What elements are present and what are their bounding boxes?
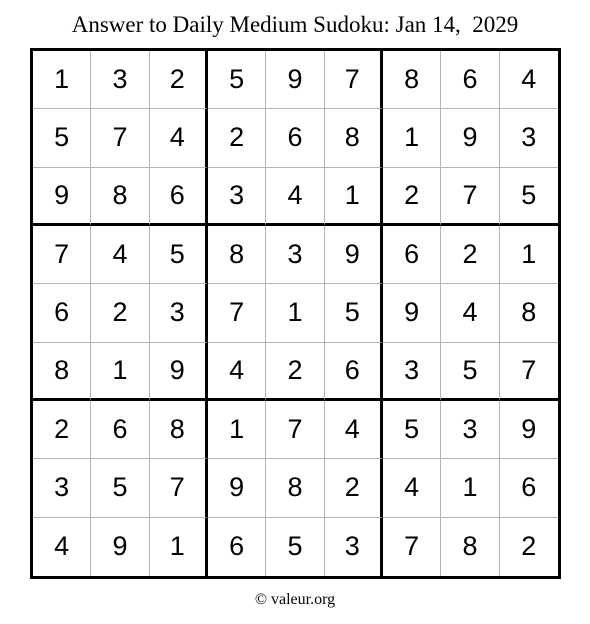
sudoku-cell-r5c5: 1: [266, 284, 324, 342]
sudoku-cell-r8c4: 9: [208, 459, 266, 517]
sudoku-cell-r3c9: 5: [500, 168, 558, 226]
sudoku-cell-r8c6: 2: [325, 459, 383, 517]
sudoku-cell-r3c1: 9: [33, 168, 91, 226]
sudoku-cell-r1c5: 9: [266, 51, 324, 109]
sudoku-cell-r5c6: 5: [325, 284, 383, 342]
sudoku-cell-r5c7: 9: [383, 284, 441, 342]
sudoku-cell-r4c5: 3: [266, 226, 324, 284]
sudoku-cell-r2c1: 5: [33, 109, 91, 167]
sudoku-cell-r2c9: 3: [500, 109, 558, 167]
sudoku-cell-r8c9: 6: [500, 459, 558, 517]
sudoku-cell-r7c3: 8: [150, 401, 208, 459]
sudoku-cell-r4c3: 5: [150, 226, 208, 284]
sudoku-cell-r9c1: 4: [33, 518, 91, 576]
sudoku-cell-r4c2: 4: [91, 226, 149, 284]
sudoku-cell-r6c1: 8: [33, 343, 91, 401]
sudoku-cell-r2c2: 7: [91, 109, 149, 167]
sudoku-cell-r3c5: 4: [266, 168, 324, 226]
sudoku-cell-r6c6: 6: [325, 343, 383, 401]
sudoku-cell-r2c8: 9: [441, 109, 499, 167]
page-title: Answer to Daily Medium Sudoku: Jan 14, 2029: [71, 12, 519, 37]
sudoku-cell-r9c2: 9: [91, 518, 149, 576]
sudoku-cell-r5c3: 3: [150, 284, 208, 342]
sudoku-cell-r6c4: 4: [208, 343, 266, 401]
sudoku-cell-r5c4: 7: [208, 284, 266, 342]
sudoku-cell-r7c1: 2: [33, 401, 91, 459]
sudoku-cell-r3c2: 8: [91, 168, 149, 226]
sudoku-cell-r9c9: 2: [521, 531, 537, 562]
sudoku-cell-r9c6: 3: [325, 518, 383, 576]
sudoku-cell-r1c1: 1: [33, 51, 91, 109]
sudoku-cell-r2c5: 6: [266, 109, 324, 167]
sudoku-cell-r6c7: 3: [383, 343, 441, 401]
sudoku-cell-r8c7: 4: [383, 459, 441, 517]
sudoku-cell-r6c2: 1: [91, 343, 149, 401]
sudoku-cell-r1c4: 5: [208, 51, 266, 109]
sudoku-cell-r9c8: 8: [441, 518, 499, 576]
sudoku-cell-r2c6: 8: [325, 109, 383, 167]
sudoku-cell-r6c8: 5: [441, 343, 499, 401]
sudoku-cell-r1c7: 8: [383, 51, 441, 109]
sudoku-cell-r9c5: 5: [266, 518, 324, 576]
sudoku-cell-r4c4: 8: [208, 226, 266, 284]
sudoku-cell-r8c3: 7: [150, 459, 208, 517]
sudoku-cell-r1c6: 7: [325, 51, 383, 109]
sudoku-cell-r6c5: 2: [266, 343, 324, 401]
sudoku-cell-r7c6: 4: [325, 401, 383, 459]
copyright-footer: © valeur.org: [254, 591, 336, 608]
sudoku-cell-r4c9: 1: [500, 226, 558, 284]
sudoku-cell-r8c5: 8: [266, 459, 324, 517]
sudoku-cell-r3c6: 1: [325, 168, 383, 226]
sudoku-cell-r1c3: 2: [150, 51, 208, 109]
sudoku-cell-r9c4: 6: [208, 518, 266, 576]
sudoku-cell-r5c1: 6: [33, 284, 91, 342]
sudoku-cell-r9c3: 1: [150, 518, 208, 576]
sudoku-cell-r7c5: 7: [266, 401, 324, 459]
sudoku-cell-r1c9: 4: [500, 51, 558, 109]
sudoku-cell-r9c7: 7: [383, 518, 441, 576]
sudoku-cell-r7c4: 1: [208, 401, 266, 459]
sudoku-cell-r3c3: 6: [150, 168, 208, 226]
sudoku-cell-r3c7: 2: [383, 168, 441, 226]
sudoku-cell-r7c2: 6: [91, 401, 149, 459]
sudoku-cell-r8c8: 1: [441, 459, 499, 517]
sudoku-cell-r7c9: 9: [500, 401, 558, 459]
sudoku-cell-r4c7: 6: [383, 226, 441, 284]
sudoku-cell-r2c7: 1: [383, 109, 441, 167]
sudoku-board: [30, 48, 561, 579]
sudoku-cell-r6c3: 9: [150, 343, 208, 401]
sudoku-cell-r6c9: 7: [500, 343, 558, 401]
sudoku-cell-r5c8: 4: [441, 284, 499, 342]
sudoku-cell-r7c8: 3: [441, 401, 499, 459]
sudoku-cell-r4c1: 7: [33, 226, 91, 284]
sudoku-cell-r1c8: 6: [441, 51, 499, 109]
sudoku-cell-r1c2: 3: [91, 51, 149, 109]
sudoku-cell-r5c2: 2: [91, 284, 149, 342]
sudoku-cell-r4c6: 9: [325, 226, 383, 284]
sudoku-cell-r2c4: 2: [208, 109, 266, 167]
sudoku-cell-r3c8: 7: [441, 168, 499, 226]
sudoku-cell-r8c2: 5: [91, 459, 149, 517]
sudoku-cell-r3c4: 3: [208, 168, 266, 226]
sudoku-cell-r4c8: 2: [441, 226, 499, 284]
sudoku-cell-r8c1: 3: [33, 459, 91, 517]
sudoku-cell-r7c7: 5: [383, 401, 441, 459]
sudoku-cell-r5c9: 8: [500, 284, 558, 342]
sudoku-cell-r2c3: 4: [150, 109, 208, 167]
